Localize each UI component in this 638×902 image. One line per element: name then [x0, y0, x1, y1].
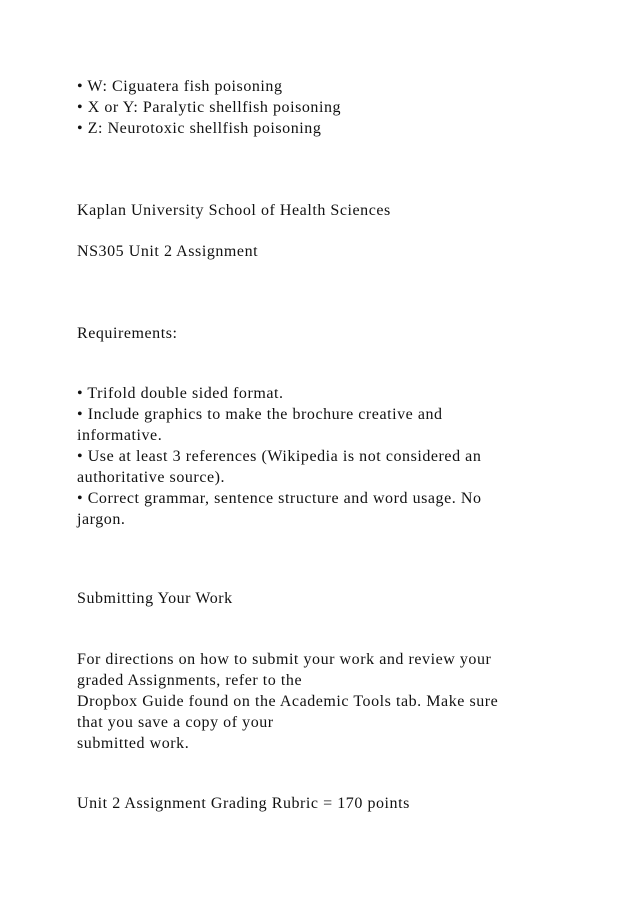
requirement-line: • Include graphics to make the brochure creative and: [77, 406, 443, 423]
submitting-text-line: Dropbox Guide found on the Academic Tools tab. Make sure: [77, 693, 499, 710]
grading-rubric-line: Unit 2 Assignment Grading Rubric = 170 points: [77, 795, 410, 812]
code-item-w: • W: Ciguatera fish poisoning: [77, 78, 283, 95]
school-name: Kaplan University School of Health Sciences: [77, 202, 391, 219]
code-item-z: • Z: Neurotoxic shellfish poisoning: [77, 120, 322, 137]
submitting-text-line: graded Assignments, refer to the: [77, 672, 303, 689]
submitting-text-line: For directions on how to submit your work and review your: [77, 651, 492, 668]
requirements-heading: Requirements:: [77, 325, 178, 342]
requirement-line: • Trifold double sided format.: [77, 385, 284, 402]
submitting-text-line: that you save a copy of your: [77, 714, 274, 731]
code-item-xy: • X or Y: Paralytic shellfish poisoning: [77, 99, 342, 116]
submitting-text-line: submitted work.: [77, 735, 190, 752]
requirement-line: • Use at least 3 references (Wikipedia is not considered an: [77, 448, 482, 465]
submitting-heading: Submitting Your Work: [77, 590, 233, 607]
requirement-line: • Correct grammar, sentence structure and word usage. No: [77, 490, 482, 507]
requirement-line: authoritative source).: [77, 469, 226, 486]
assignment-title: NS305 Unit 2 Assignment: [77, 243, 259, 260]
requirement-line: jargon.: [77, 511, 126, 528]
requirement-line: informative.: [77, 427, 163, 444]
